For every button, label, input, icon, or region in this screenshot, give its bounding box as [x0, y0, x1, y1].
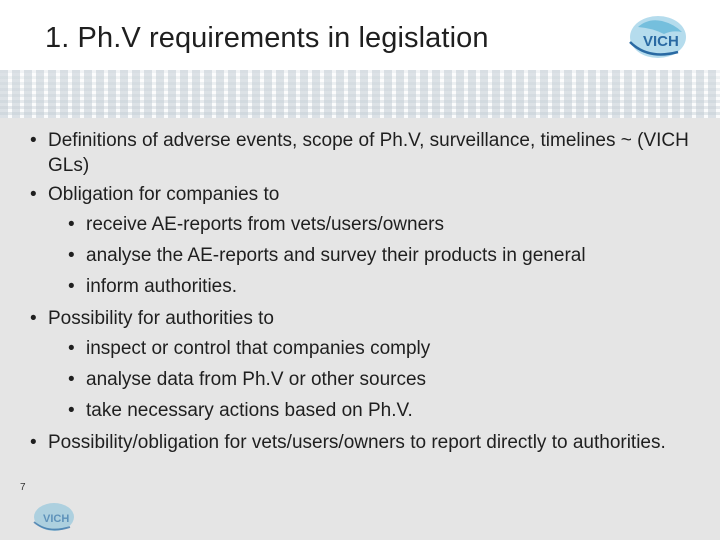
bullet-text: Obligation for companies to — [48, 184, 280, 205]
bullet-text: Possibility for authorities to — [48, 308, 274, 329]
sub-bullet-item: • receive AE-reports from vets/users/owners — [48, 209, 708, 240]
sub-bullet-item: • inspect or control that companies comply — [48, 333, 708, 364]
sub-bullet-item: • analyse data from Ph.V or other sources — [48, 364, 708, 395]
sub-bullet-item: • inform authorities. — [48, 271, 708, 302]
bullet-item — [28, 182, 708, 302]
sub-bullet-list — [48, 209, 708, 302]
bullet-list — [28, 128, 708, 459]
bullet-text: Possibility/obligation for vets/users/owners to report directly to authorities. — [48, 432, 666, 453]
sub-bullet-item: • analyse the AE-reports and survey their products in general — [48, 240, 708, 271]
vich-logo — [628, 12, 692, 64]
bullet-item — [28, 430, 708, 455]
header-decorative-band — [0, 70, 720, 118]
bullet-text: Definitions of adverse events, scope of Ph.V, surveillance, timelines ~ (VICH GLs) — [48, 130, 689, 176]
logo-text: VICH — [43, 513, 70, 525]
logo-text: VICH — [643, 33, 679, 50]
page-number: 7 — [20, 482, 26, 493]
bullet-item — [28, 128, 708, 178]
bullet-item — [28, 306, 708, 426]
sub-bullet-list — [48, 333, 708, 426]
sub-bullet-item: • take necessary actions based on Ph.V. — [48, 395, 708, 426]
slide-title: 1. Ph.V requirements in legislation — [45, 22, 489, 54]
vich-logo-small — [32, 500, 80, 534]
